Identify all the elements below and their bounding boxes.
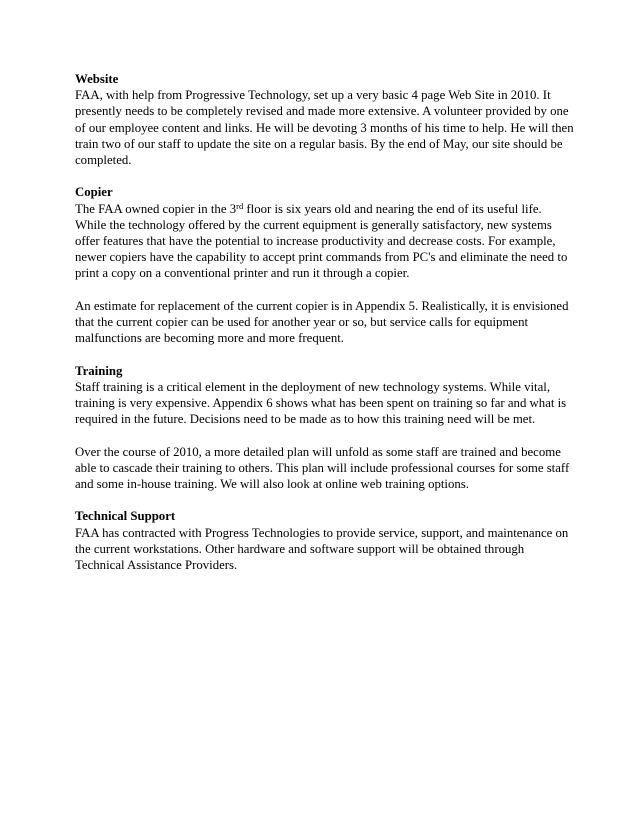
ordinal-suffix: rd [236,200,244,211]
text-line: newer copiers have the capability to accept print commands from PC's and eliminate the need to [75,250,568,265]
section-heading: Copier [75,185,113,200]
text-line [75,201,567,217]
text-line: Over the course of 2010, a more detailed plan will unfold as some staff are trained and become [75,444,561,459]
text-line: malfunctions are becoming more and more frequent. [75,331,344,346]
text-line: required in the future. Decisions need to be made as to how this training need will be met. [75,412,536,427]
section-website [75,71,574,168]
section-copier [75,184,567,346]
section-technical-support [75,508,567,573]
text-line: FAA has contracted with Progress Technologies to provide service, support, and maintenance on [75,525,569,540]
text-line: An estimate for replacement of the current copier is in Appendix 5. Realistically, it is envisioned [75,298,569,313]
text-line: able to cascade their training to others. This plan will include professional courses for some staff [75,460,570,475]
text-line: that the current copier can be used for another year or so, but service calls for equipment [75,315,529,330]
text-fragment: The FAA owned copier in the 3 [75,201,237,216]
text-line: Technical Assistance Providers. [75,558,238,573]
text-line: While the technology offered by the current equipment is generally satisfactory, new systems [75,217,552,232]
text-line: train two of our staff to update the site on a regular basis. By the end of May, our site should be [75,136,563,151]
paragraph [75,87,574,168]
text-line: the current workstations. Other hardware and software support will be obtained through [75,541,525,556]
text-line: FAA, with help from Progressive Technology, set up a very basic 4 page Web Site in 2010. It [75,88,551,103]
paragraph [75,525,567,574]
text-line: and some in-house training. We will also look at online web training options. [75,477,469,492]
paragraph [75,298,567,347]
text-line: offer features that have the potential to increase productivity and decrease costs. For example, [75,234,556,249]
text-fragment: floor is six years old and nearing the end of its useful life. [243,201,542,216]
section-heading: Website [75,72,119,86]
text-line: of our employee content and links. He will be devoting 3 months of his time to help. He will then [75,120,574,135]
text-line: print a copy on a conventional printer and run it through a copier. [75,266,410,281]
paragraph [75,201,567,282]
paragraph [75,379,567,428]
paragraph [75,444,570,493]
section-heading: Technical Support [75,509,176,524]
text-line: training is very expensive. Appendix 6 shows what has been spent on training so far and what is [75,396,567,411]
text-line: presently needs to be completely revised and made more extensive. A volunteer provided by one [75,104,569,119]
section-training [75,363,570,493]
text-line: Staff training is a critical element in the deployment of new technology systems. While vital, [75,379,551,394]
section-heading: Training [75,363,123,378]
document-page [75,71,574,589]
text-line: completed. [75,153,132,168]
